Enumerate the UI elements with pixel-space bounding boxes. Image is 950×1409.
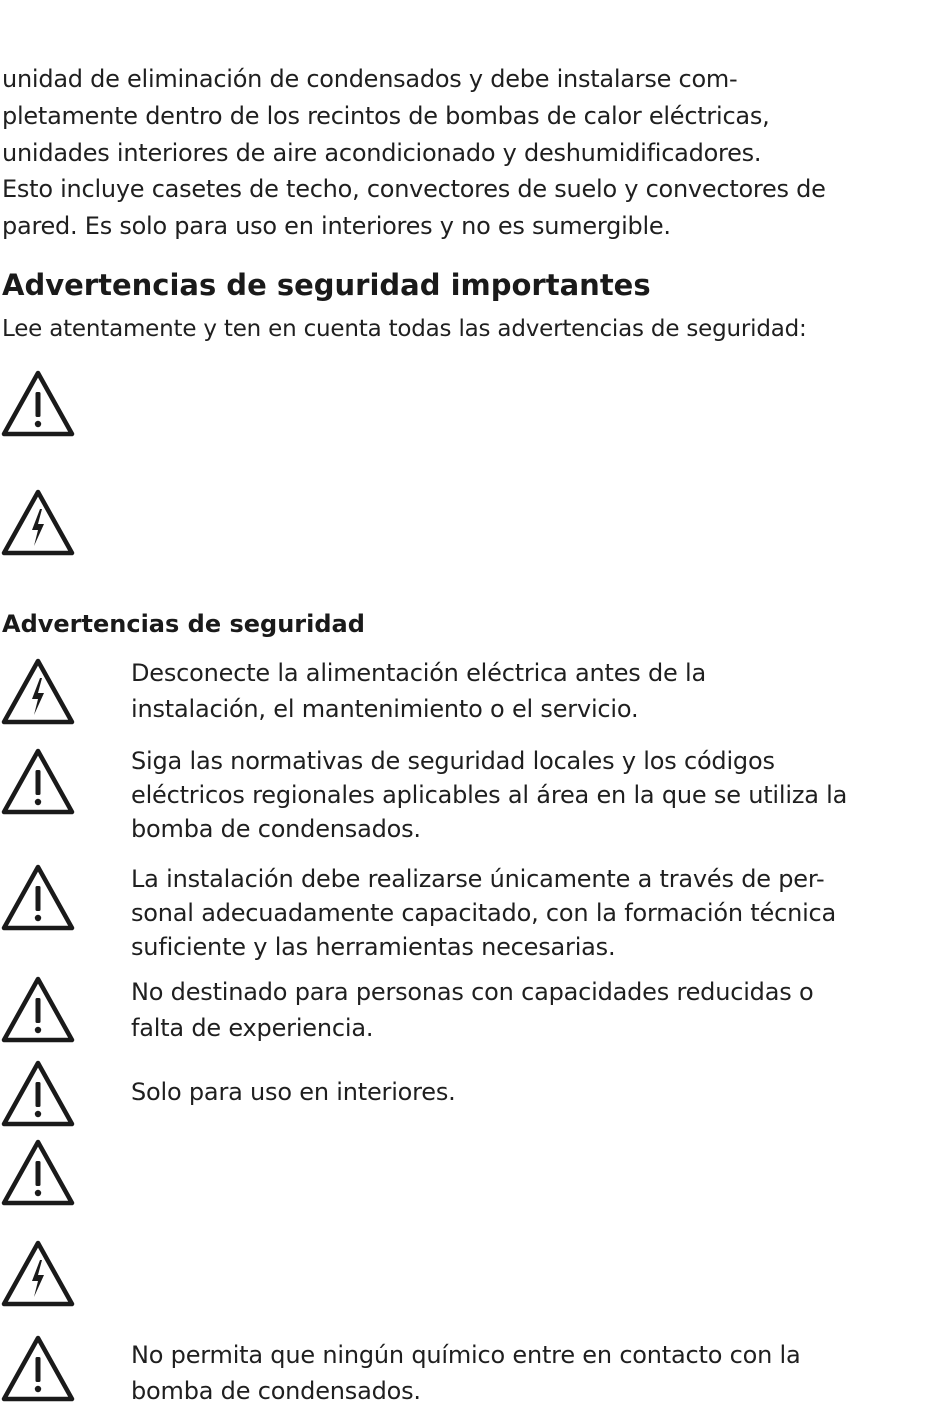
warning-text-line: No destinado para personas con capacidades reducidas o: [131, 978, 814, 1006]
warning-item: [131, 1074, 946, 1110]
warning-exclamation-icon: [0, 1058, 76, 1128]
intro-line: pletamente dentro de los recintos de bombas de calor eléctricas,: [2, 102, 770, 130]
intro-line: unidad de eliminación de condensados y debe instalarse com-: [2, 65, 738, 93]
warning-text-line: eléctricos regionales aplicables al área en la que se utiliza la: [131, 781, 848, 809]
electrical-hazard-icon: [0, 487, 76, 557]
warning-exclamation-icon: [0, 746, 76, 816]
warning-text-line: No permita que ningún químico entre en contacto con la: [131, 1341, 801, 1369]
electrical-hazard-icon: [0, 656, 76, 726]
warning-exclamation-icon: [0, 862, 76, 932]
warning-text-line: instalación, el mantenimiento o el servicio.: [131, 695, 639, 723]
warning-text-line: La instalación debe realizarse únicamente a través de per-: [131, 865, 825, 893]
intro-line: pared. Es solo para uso en interiores y no es sumergible.: [2, 212, 671, 240]
warning-text-line: bomba de condensados.: [131, 815, 421, 843]
important-warnings-subtitle: Lee atentamente y ten en cuenta todas las advertencias de seguridad:: [2, 316, 807, 342]
intro-line: unidades interiores de aire acondicionado y deshumidificadores.: [2, 139, 762, 167]
warning-text-line: bomba de condensados.: [131, 1377, 421, 1405]
warning-item: [131, 744, 946, 846]
warning-exclamation-icon: [0, 974, 76, 1044]
warning-text-line: sonal adecuadamente capacitado, con la formación técnica: [131, 899, 837, 927]
warning-item: [131, 655, 946, 727]
warning-text-line: Siga las normativas de seguridad locales y los códigos: [131, 747, 775, 775]
electrical-hazard-icon: [0, 1238, 76, 1308]
warning-item: [131, 862, 946, 964]
warning-item: [131, 1337, 946, 1409]
warning-item: [131, 974, 946, 1046]
warning-text-line: Solo para uso en interiores.: [131, 1078, 456, 1106]
warning-text-line: suficiente y las herramientas necesarias.: [131, 933, 616, 961]
warning-exclamation-icon: [0, 368, 76, 438]
safety-warnings-heading: Advertencias de seguridad: [2, 610, 365, 638]
warning-text-line: Desconecte la alimentación eléctrica antes de la: [131, 659, 707, 687]
important-warnings-heading: Advertencias de seguridad importantes: [2, 268, 651, 302]
warning-text-line: falta de experiencia.: [131, 1014, 374, 1042]
warning-exclamation-icon: [0, 1333, 76, 1403]
warning-exclamation-icon: [0, 1137, 76, 1207]
intro-line: Esto incluye casetes de techo, convectores de suelo y convectores de: [2, 175, 826, 203]
